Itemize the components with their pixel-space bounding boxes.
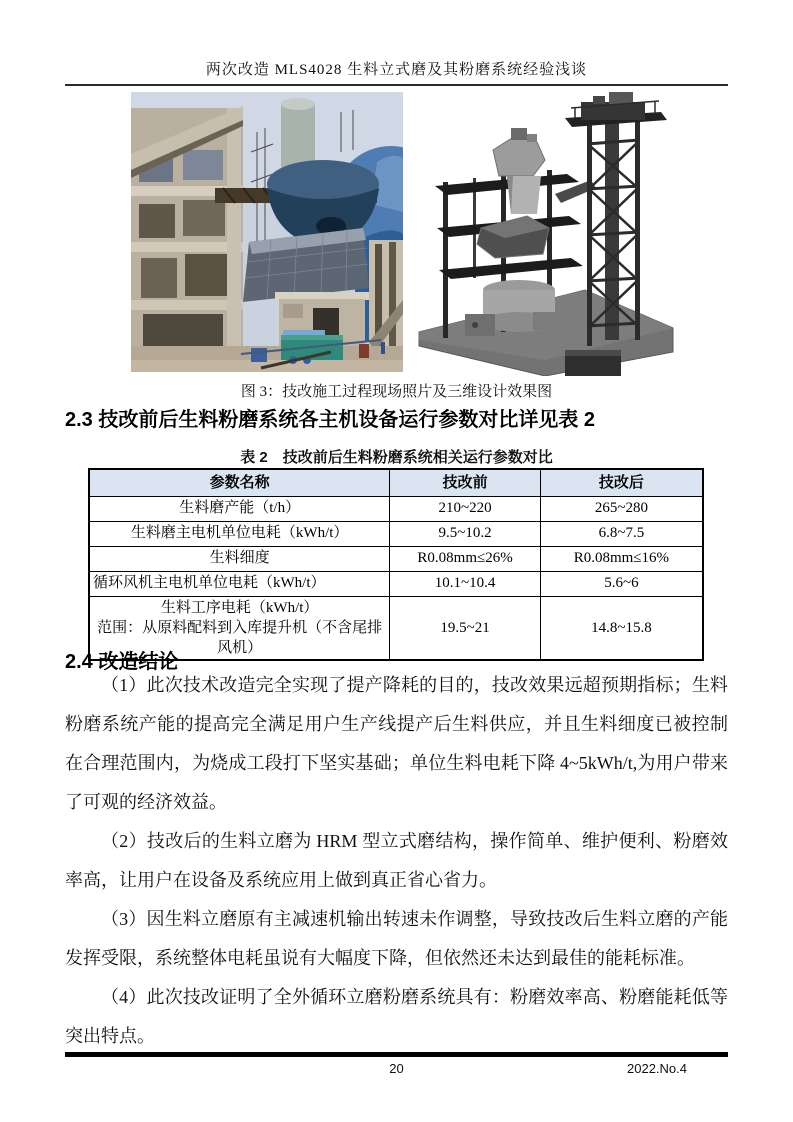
figure-3 xyxy=(131,92,677,376)
table-row xyxy=(89,546,703,571)
parameters-table xyxy=(88,468,704,661)
cell-after: 5.6~6 xyxy=(540,571,703,596)
paragraph-2: （2）技改后的生料立磨为 HRM 型立式磨结构，操作简单、维护便利、粉磨效率高，让用户在设备及系统应用上做到真正省心省力。 xyxy=(65,831,728,890)
cell-after: R0.08mm≤16% xyxy=(540,546,703,571)
issue-label: 2022.No.4 xyxy=(627,1061,687,1076)
cell-param: 生料磨主电机单位电耗（kWh/t） xyxy=(89,521,390,546)
cell-after: 265~280 xyxy=(540,496,703,521)
cell-param-line2: 范围：从原料配料到入库提升机（不含尾排风机） xyxy=(97,619,383,656)
page-number: 20 xyxy=(389,1061,404,1076)
footer-rule xyxy=(65,1052,728,1057)
paragraph-4: （4）此次技改证明了全外循环立磨粉磨系统具有：粉磨效率高、粉磨能耗低等突出特点。 xyxy=(65,987,728,1046)
section-2-3-heading: 2.3 技改前后生料粉磨系统各主机设备运行参数对比详见表 2 xyxy=(65,409,596,431)
cell-before: R0.08mm≤26% xyxy=(390,546,540,571)
three-d-design-render xyxy=(415,88,677,376)
table-row xyxy=(89,496,703,521)
col-header-parameter: 参数名称 xyxy=(89,469,390,496)
section-2-4-heading: 2.4 改造结论 xyxy=(65,651,179,673)
table-row xyxy=(89,571,703,596)
cell-param-line1: 生料工序电耗（kWh/t） xyxy=(160,599,319,616)
col-header-after: 技改后 xyxy=(540,469,703,496)
table-header-row xyxy=(89,469,703,496)
construction-site-photo xyxy=(131,92,403,372)
paragraph-3: （3）因生料立磨原有主减速机输出转速未作调整，导致技改后生料立磨的产能发挥受限，系统整体电耗虽说有大幅度下降，但依然还未达到最佳的能耗标准。 xyxy=(65,909,728,968)
page-header-title: 两次改造 MLS4028 生料立式磨及其粉磨系统经验浅谈 xyxy=(65,58,728,86)
cell-after: 6.8~7.5 xyxy=(540,521,703,546)
cell-param: 循环风机主电机单位电耗（kWh/t） xyxy=(89,571,390,596)
cell-before: 19.5~21 xyxy=(390,596,540,660)
table-row xyxy=(89,521,703,546)
figure-3-caption: 图 3：技改施工过程现场照片及三维设计效果图 xyxy=(240,384,553,400)
cell-param: 生料细度 xyxy=(89,546,390,571)
conclusion-paragraphs xyxy=(65,666,728,1056)
cell-param: 生料磨产能（t/h） xyxy=(89,496,390,521)
cell-after: 14.8~15.8 xyxy=(540,596,703,660)
cell-before: 210~220 xyxy=(390,496,540,521)
table-row xyxy=(89,596,703,660)
paragraph-1: （1）此次技术改造完全实现了提产降耗的目的，技改效果远超预期指标；生料粉磨系统产能的提高完全满足用户生产线提产后生料供应，并且生料细度已被控制在合理范围内，为烧成工段打下坚实基础；单位生料电耗下降 4~5kWh/t,为用户带来了可观的经济效益。 xyxy=(65,675,728,812)
col-header-before: 技改前 xyxy=(390,469,540,496)
cell-before: 9.5~10.2 xyxy=(390,521,540,546)
table-2-caption: 表 2 技改前后生料粉磨系统相关运行参数对比 xyxy=(240,449,553,466)
cell-before: 10.1~10.4 xyxy=(390,571,540,596)
